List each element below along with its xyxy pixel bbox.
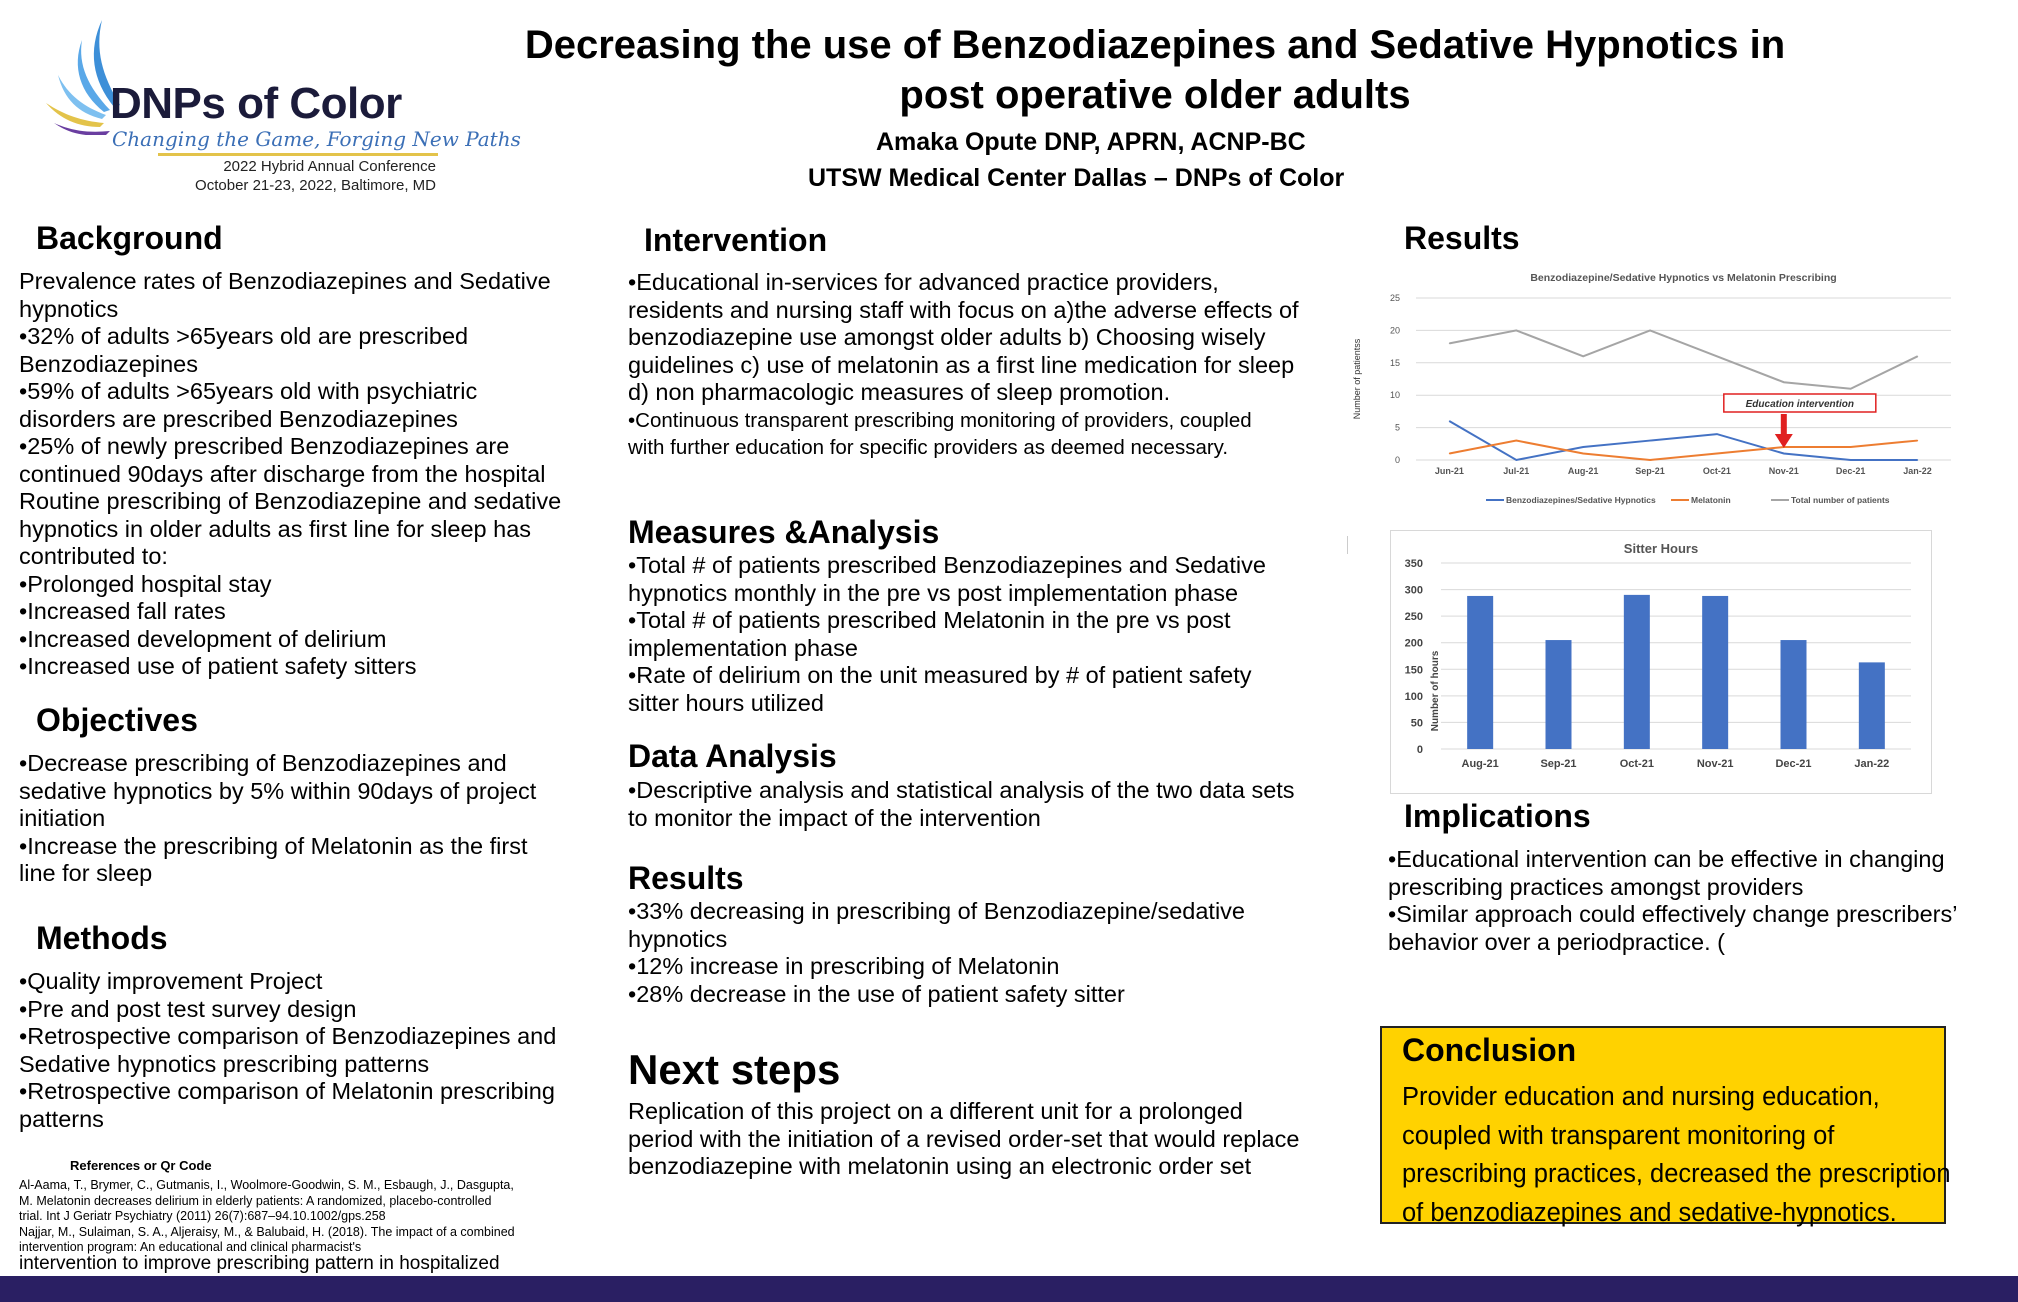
data-point	[1649, 330, 1650, 331]
results-line: •33% decreasing in prescribing of Benzodiazepine/sedative	[628, 898, 1246, 924]
y-axis-label: Number of patientss	[1352, 338, 1362, 420]
methods-line: •Retrospective comparison of Melatonin prescribing	[19, 1078, 555, 1104]
bar	[1781, 640, 1807, 749]
implications-line: prescribing practices amongst providers	[1388, 873, 1804, 900]
y-tick-label: 10	[1389, 390, 1400, 401]
background-line: Benzodiazepines	[19, 350, 198, 377]
x-tick-label: Aug-21	[1461, 758, 1499, 770]
y-tick-label: 50	[1410, 717, 1423, 730]
x-tick-label: Jan-22	[1854, 758, 1890, 770]
y-tick-label: 150	[1404, 664, 1423, 677]
intervention-line: •Educational in-services for advanced practice providers,	[628, 269, 1219, 295]
data-point	[1449, 343, 1450, 344]
measures-line: •Total # of patients prescribed Melatonin in the pre vs post	[628, 607, 1231, 633]
poster-header	[430, 20, 1880, 120]
bar	[1467, 596, 1493, 749]
methods-line: •Quality improvement Project	[19, 968, 323, 994]
intervention-line: with further education for specific providers as deemed necessary.	[628, 436, 1229, 459]
chart-title: Sitter Hours	[1623, 541, 1699, 556]
data-point	[1716, 453, 1717, 454]
x-tick-label: Sep-21	[1635, 466, 1665, 476]
methods-line: Sedative hypnotics prescribing patterns	[19, 1050, 430, 1077]
objectives-line: sedative hypnotics by 5% within 90days of project	[19, 777, 537, 804]
bar-chart-svg	[1391, 531, 1931, 793]
data-point	[1649, 459, 1650, 460]
results-line: •12% increase in prescribing of Melatonin	[628, 953, 1060, 979]
legend-label: Benzodiazepines/Sedative Hypnotics	[1506, 495, 1656, 505]
background-line: Prevalence rates of Benzodiazepines and Sedative	[19, 268, 551, 294]
reference-line: intervention program: An educational and clinical pharmacist's	[19, 1240, 362, 1254]
results-line: hypnotics	[628, 925, 728, 952]
implications-line: •Educational intervention can be effective in changing	[1388, 846, 1945, 872]
poster-title-line1: Decreasing the use of Benzodiazepines and Sedative Hypnotics in	[524, 23, 1786, 67]
y-tick-label: 20	[1389, 325, 1400, 336]
data-point	[1516, 330, 1517, 331]
data-point	[1783, 382, 1784, 383]
y-tick-label: 0	[1394, 455, 1400, 465]
background-line: contributed to:	[19, 543, 168, 569]
methods-body	[19, 968, 579, 1133]
bottom-accent-bar	[0, 1276, 2018, 1302]
objectives-body	[19, 750, 579, 888]
data-point	[1583, 453, 1584, 454]
results-mid-body	[628, 898, 1328, 1008]
data-point	[1583, 446, 1584, 447]
objectives-line: •Increase the prescribing of Melatonin as the first	[19, 832, 528, 859]
data-analysis-line: to monitor the impact of the intervention	[628, 804, 1041, 831]
results-mid-heading: Results	[628, 860, 744, 896]
poster-affiliation: UTSW Medical Center Dallas – DNPs of Color	[808, 164, 1345, 192]
measures-line: hypnotics monthly in the pre vs post implementation phase	[628, 579, 1239, 606]
x-tick-label: Sep-21	[1540, 758, 1577, 770]
x-tick-label: Nov-21	[1696, 758, 1734, 770]
bar	[1702, 596, 1728, 749]
poster-title-line2: post operative older adults	[899, 73, 1411, 117]
bar	[1859, 662, 1885, 749]
data-point	[1917, 459, 1918, 460]
series-line	[1449, 441, 1917, 460]
x-tick-label: Aug-21	[1567, 466, 1599, 476]
intervention-body	[628, 269, 1328, 462]
data-point	[1917, 440, 1918, 441]
implications-line: •Similar approach could effectively change prescribers’	[1388, 901, 1958, 927]
x-tick-label: Oct-21	[1702, 466, 1731, 476]
annotation-arrow-head	[1775, 434, 1793, 448]
y-axis-label: Number of hours	[1430, 650, 1441, 732]
conclusion-body	[1402, 1078, 1951, 1232]
measures-line: •Rate of delirium on the unit measured by # of patient safety	[628, 662, 1252, 688]
data-point	[1583, 356, 1584, 357]
y-tick-label: 250	[1404, 611, 1423, 624]
prescribing-line-chart	[1346, 262, 1966, 512]
y-tick-label: 15	[1389, 357, 1400, 368]
logo-dates: October 21-23, 2022, Baltimore, MD	[195, 177, 436, 194]
logo-tagline: Changing the Game, Forging New Paths	[112, 127, 521, 151]
line-chart-svg	[1346, 262, 1966, 512]
y-tick-label: 5	[1394, 422, 1400, 433]
conclusion-box	[1380, 1026, 1951, 1227]
results-line: •28% decrease in the use of patient safety sitter	[628, 980, 1125, 1007]
y-tick-label: 100	[1404, 690, 1423, 703]
methods-line: patterns	[19, 1105, 104, 1132]
y-tick-label: 200	[1404, 637, 1423, 650]
background-line: Routine prescribing of Benzodiazepine and sedative	[19, 488, 562, 514]
intervention-line: guidelines c) use of melatonin as a first line medication for sleep	[628, 351, 1295, 378]
y-tick-label: 350	[1404, 558, 1423, 570]
poster-author: Amaka Opute DNP, APRN, ACNP-BC	[876, 128, 1306, 156]
background-line: •59% of adults >65years old with psychiatric	[19, 378, 478, 404]
y-tick-label: 0	[1416, 744, 1423, 756]
measures-line: implementation phase	[628, 634, 858, 661]
background-line: hypnotics	[19, 295, 119, 322]
x-tick-label: Jul-21	[1503, 466, 1530, 476]
x-tick-label: Dec-21	[1775, 758, 1812, 770]
background-line: •25% of newly prescribed Benzodiazepines are	[19, 433, 510, 459]
intervention-line: benzodiazepine use amongst older adults b) Choosing wisely	[628, 324, 1266, 350]
conclusion-line: coupled with transparent monitoring of	[1402, 1121, 1835, 1150]
data-point	[1783, 453, 1784, 454]
annotation-arrow-shaft	[1781, 414, 1787, 434]
annotation-label: Education intervention	[1745, 399, 1854, 410]
chart-title: Benzodiazepine/Sedative Hypnotics vs Melatonin Prescribing	[1530, 272, 1837, 284]
logo-underline	[158, 153, 438, 156]
x-tick-label: Dec-21	[1835, 466, 1866, 476]
bar	[1624, 595, 1650, 749]
methods-heading: Methods	[36, 920, 168, 956]
data-point	[1516, 440, 1517, 441]
methods-line: •Retrospective comparison of Benzodiazepines and	[19, 1023, 557, 1049]
sitter-hours-bar-chart	[1390, 530, 1932, 794]
next-steps-heading: Next steps	[628, 1046, 841, 1093]
reference-line: Al-Aama, T., Brymer, C., Gutmanis, I., Woolmore-Goodwin, S. M., Esbaugh, J., Dasgupta,	[19, 1178, 514, 1192]
data-point	[1649, 440, 1650, 441]
objectives-line: line for sleep	[19, 860, 153, 886]
legend-label: Melatonin	[1691, 495, 1731, 505]
background-heading: Background	[36, 220, 223, 256]
next-steps-line: period with the initiation of a revised order-set that would replace	[628, 1125, 1300, 1152]
y-tick-label: 300	[1404, 584, 1423, 597]
reference-line: trial. Int J Geriatr Psychiatry (2011) 26(7):687–94.10.1002/gps.258	[19, 1209, 386, 1223]
references-body	[19, 1178, 589, 1281]
x-tick-label: Oct-21	[1619, 758, 1654, 770]
reference-line: intervention to improve prescribing pattern in hospitalized	[19, 1252, 500, 1274]
x-tick-label: Jan-22	[1903, 466, 1932, 476]
data-point	[1716, 433, 1717, 434]
measures-heading: Measures &Analysis	[628, 514, 940, 550]
data-analysis-heading: Data Analysis	[628, 738, 837, 774]
intervention-heading: Intervention	[644, 222, 828, 258]
methods-line: •Pre and post test survey design	[19, 995, 357, 1022]
conclusion-line: prescribing practices, decreased the prescription	[1402, 1160, 1951, 1188]
background-line: continued 90days after discharge from the hospital	[19, 460, 546, 487]
intervention-line: d) non pharmacologic measures of sleep promotion.	[628, 379, 1171, 405]
measures-line: sitter hours utilized	[628, 689, 824, 716]
data-analysis-line: •Descriptive analysis and statistical analysis of the two data sets	[628, 777, 1295, 803]
background-line: hypnotics in older adults as first line for sleep has	[19, 515, 532, 542]
data-point	[1850, 446, 1851, 447]
divider-mark	[1347, 536, 1348, 554]
series-line	[1449, 330, 1917, 388]
reference-line: Najjar, M., Sulaiman, S. A., Aljeraisy, M., & Balubaid, H. (2018). The impact of a combined	[19, 1224, 515, 1239]
objectives-line: initiation	[19, 805, 106, 831]
logo-name: DNPs of Color	[110, 79, 402, 128]
data-point	[1917, 356, 1918, 357]
implications-line: behavior over a periodpractice. (	[1388, 928, 1726, 955]
data-point	[1449, 453, 1450, 454]
background-line: disorders are prescribed Benzodiazepines	[19, 405, 458, 432]
data-point	[1850, 459, 1851, 460]
next-steps-line: Replication of this project on a different unit for a prolonged	[628, 1098, 1243, 1124]
background-line: •Increased fall rates	[19, 598, 226, 624]
logo-conference: 2022 Hybrid Annual Conference	[223, 158, 436, 175]
next-steps-body	[628, 1098, 1328, 1181]
bar	[1546, 640, 1572, 749]
data-point	[1850, 388, 1851, 389]
reference-line: M. Melatonin decreases delirium in elderly patients: A randomized, placebo-controlled	[19, 1193, 492, 1208]
data-point	[1716, 356, 1717, 357]
implications-body	[1388, 846, 1988, 956]
y-tick-label: 25	[1389, 293, 1400, 303]
background-line: •32% of adults >65years old are prescribed	[19, 323, 469, 349]
references-heading: References or Qr Code	[70, 1158, 212, 1173]
background-line: •Prolonged hospital stay	[19, 570, 272, 597]
measures-body	[628, 552, 1328, 717]
conclusion-line: of benzodiazepines and sedative-hypnotics.	[1402, 1198, 1897, 1227]
conference-logo	[40, 15, 521, 195]
objectives-line: •Decrease prescribing of Benzodiazepines and	[19, 750, 507, 776]
legend-label: Total number of patients	[1791, 495, 1890, 505]
background-body	[19, 268, 579, 681]
conclusion-heading: Conclusion	[1402, 1032, 1577, 1068]
intervention-line: •Continuous transparent prescribing monitoring of providers, coupled	[628, 408, 1252, 432]
background-line: •Increased use of patient safety sitters	[19, 653, 417, 679]
intervention-line: residents and nursing staff with focus on a)the adverse effects of	[628, 296, 1299, 323]
data-point	[1516, 459, 1517, 460]
objectives-heading: Objectives	[36, 702, 198, 738]
next-steps-line: benzodiazepine with melatonin using an electronic order set	[628, 1153, 1252, 1179]
x-tick-label: Nov-21	[1768, 466, 1799, 476]
background-line: •Increased development of delirium	[19, 625, 387, 652]
x-tick-label: Jun-21	[1434, 466, 1464, 476]
measures-line: •Total # of patients prescribed Benzodiazepines and Sedative	[628, 552, 1266, 578]
results-right-heading: Results	[1404, 220, 1520, 256]
conclusion-line: Provider education and nursing education,	[1402, 1083, 1880, 1111]
data-analysis-body	[628, 777, 1328, 832]
data-point	[1449, 421, 1450, 422]
implications-heading: Implications	[1404, 798, 1591, 834]
